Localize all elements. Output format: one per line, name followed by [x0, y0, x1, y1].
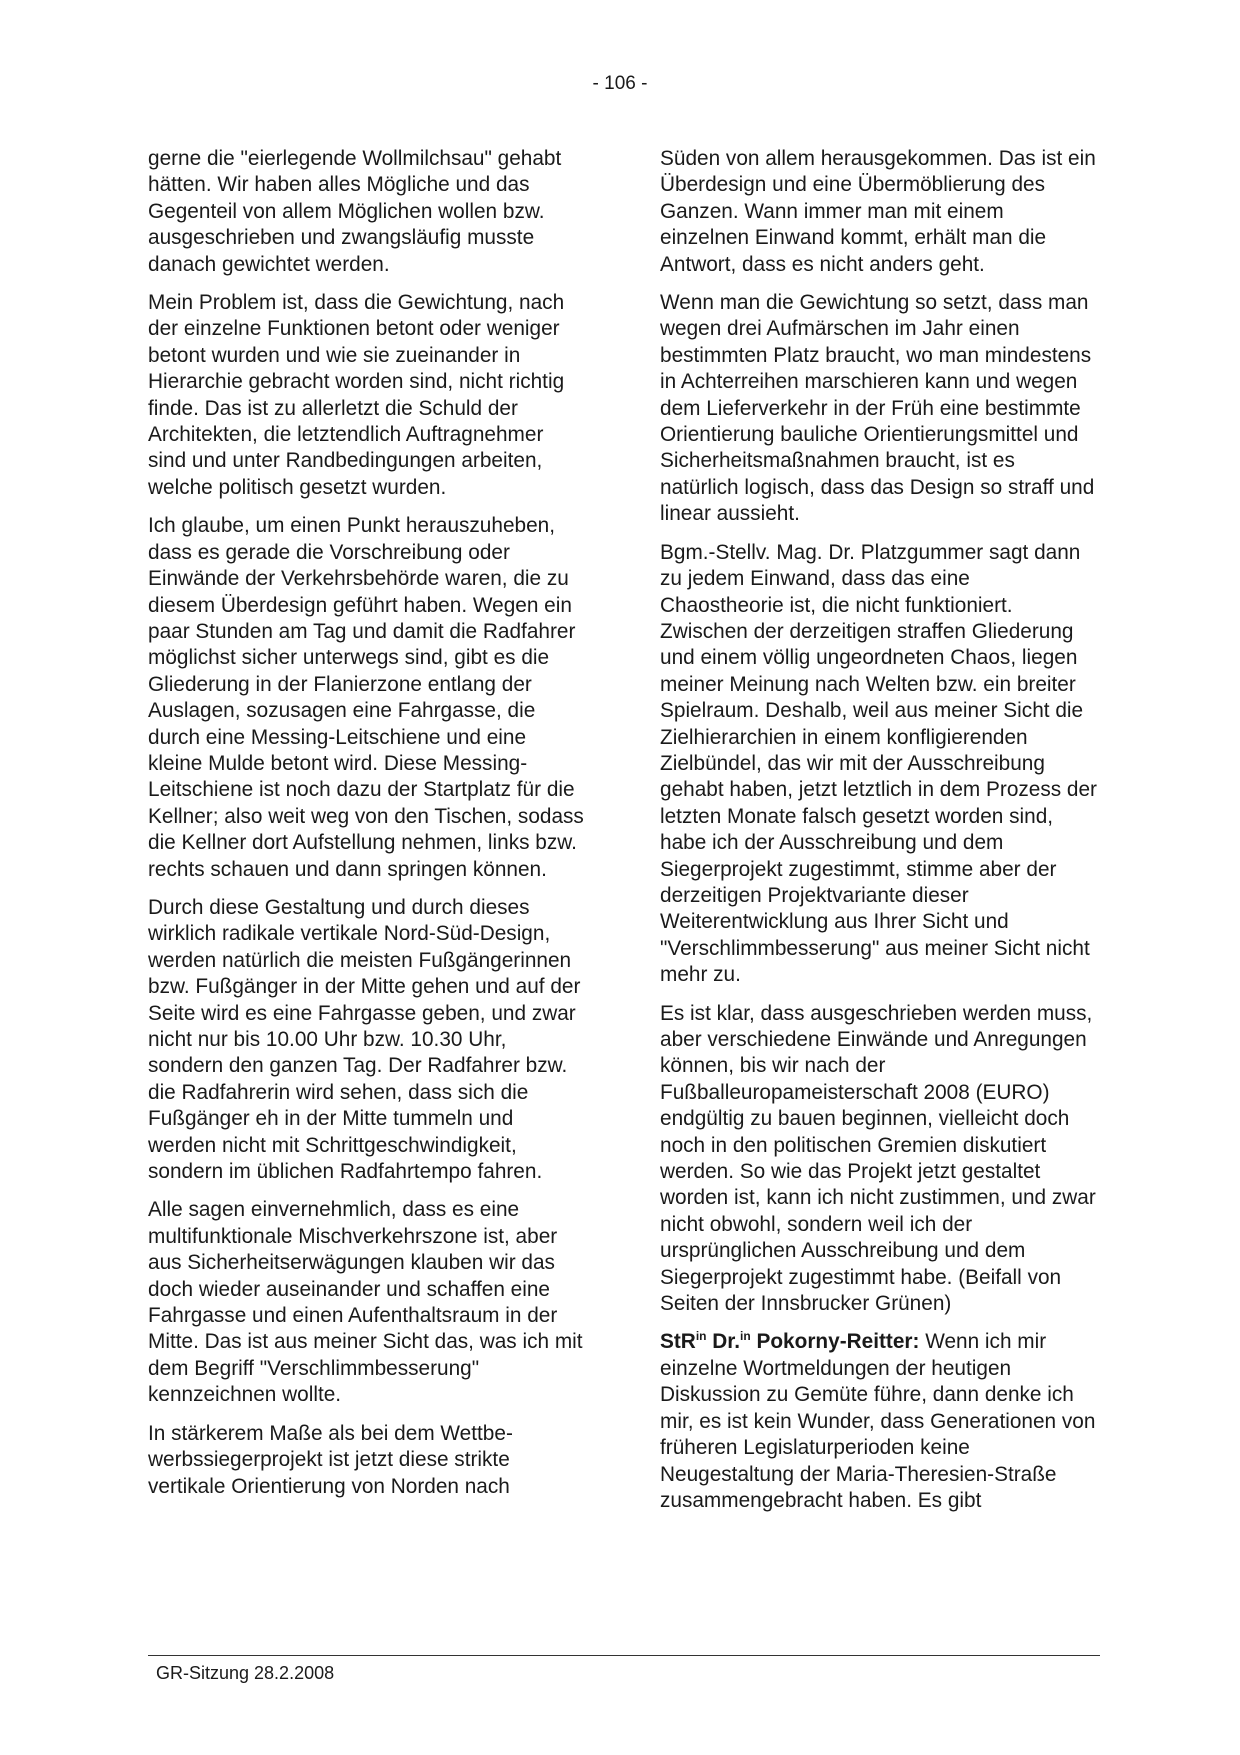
paragraph: In stärkerem Maße als bei dem Wettbewerbssiegerprojekt ist jetzt diese strikte vertikale Orientierung von Norden nach [148, 1421, 513, 1498]
paragraph: gerne die "eierlegende Wollmilchsau" gehabt hätten. Wir haben alles Mögliche und das Gegenteil von allem Möglichen wollen bzw. ausgeschrieben und zwangsläufig musste danach gewichtet werden. [148, 147, 562, 276]
speaker-surname: Pokorny-Reitter: [756, 1330, 920, 1354]
paragraph: Es ist klar, dass ausgeschrieben werden muss, aber verschiedene Einwände und Anregungen können, bis wir nach der Fußballeuropameisterschaft 2008 (EURO) endgültig zu bauen beginnen, vielleicht doch noch in den politischen Gremien diskutiert werden. So wie das Projekt jetzt gestaltet worden ist, kann ich nicht zustimmen, und zwar nicht obwohl, sondern weil ich der ursprünglichen Ausschreibung und dem Siegerprojekt zugestimmt habe. (Beifall von Seiten der Innsbrucker Grünen) [660, 1001, 1096, 1316]
speaker-name [660, 1330, 919, 1353]
speaker-title-b-sup: in [740, 1329, 751, 1344]
paragraph: Alle sagen einvernehmlich, dass es eine multifunktionale Mischverkehrszone ist, aber aus Sicherheitserwägungen klauben wir das doch wieder auseinander und schaffen eine Fahrgasse und einen Aufenthaltsraum in der Mitte. Das ist aus meiner Sicht das, was ich mit dem Begriff "Verschlimmbesserung" kennzeichnen wollte. [148, 1198, 583, 1407]
footer-session-date: GR-Sitzung 28.2.2008 [156, 1663, 335, 1683]
paragraph: Süden von allem herausgekommen. Das ist ein Überdesign und eine Übermöblierung des Ganzen. Wann immer man mit einem einzelnen Einwand kommt, erhält man die Antwort, dass es nicht anders geht. [660, 147, 1096, 276]
speaker-title-b: Dr. [712, 1330, 741, 1354]
left-column [148, 146, 586, 1512]
footer-divider [148, 1655, 1100, 1656]
page-number: - 106 - [592, 73, 648, 94]
paragraph: Bgm.-Stellv. Mag. Dr. Platzgummer sagt dann zu jedem Einwand, dass das eine Chaostheorie ist, die nicht funktioniert. Zwischen der derzeitigen straffen Gliederung und einem völlig ungeordneten Chaos, liegen meiner Meinung nach Welten bzw. ein breiter Spielraum. Deshalb, weil aus meiner Sicht die Zielhierarchien in einem konfligierenden Zielbündel, das wir mit der Ausschreibung gehabt haben, jetzt letztlich in dem Prozess der letzten Monate falsch gesetzt worden sind, habe ich der Ausschreibung und dem Siegerprojekt zugestimmt, stimme aber der derzeitigen Projektvariante dieser Weiterentwicklung aus Ihrer Sicht und "Verschlimmbesserung" aus meiner Sicht nicht mehr zu. [660, 540, 1097, 987]
speaker-paragraph [660, 1329, 1098, 1514]
speaker-text: Wenn ich mir einzelne Wortmeldungen der heutigen Diskussion zu Gemüte führe, dann denke ich mir, es ist kein Wunder, dass Generationen von früheren Legislaturperioden keine Neugestaltung der Maria-Theresien-Straße zusammengebracht haben. Es gibt [660, 1330, 1096, 1512]
paragraph: Ich glaube, um einen Punkt herauszuheben, dass es gerade die Vorschreibung oder Einwände der Verkehrsbehörde waren, die zu diesem Überdesign geführt haben. Wegen ein paar Stunden am Tag und damit die Radfahrer möglichst sicher unterwegs sind, gibt es die Gliederung in der Flanierzone entlang der Auslagen, sozusagen eine Fahrgasse, die durch eine Messing-Leitschiene und eine kleine Mulde betont wird. Diese Messing-Leitschiene ist noch dazu der Startplatz für die Kellner; also weit weg von den Tischen, sodass die Kellner dort Aufstellung nehmen, links bzw. rechts schauen und dann springen können. [148, 514, 584, 881]
paragraph: Mein Problem ist, dass die Gewichtung, nach der einzelne Funktionen betont oder weniger betont wurden und wie sie zueinander in Hierarchie gebracht worden sind, nicht richtig finde. Das ist zu allerletzt die Schuld der Architekten, die letztendlich Auftragnehmer sind und unter Randbedingungen arbeiten, welche politisch gesetzt wurden. [148, 291, 565, 499]
speaker-title-a-sup: in [695, 1329, 707, 1344]
right-column [660, 146, 1098, 1526]
paragraph: Wenn man die Gewichtung so setzt, dass man wegen drei Aufmärschen im Jahr einen bestimmten Platz braucht, wo man mindestens in Achterreihen marschieren kann und wegen dem Lieferverkehr in der Früh eine bestimmte Orientierung bauliche Orientierungsmittel und Sicherheitsmaßnahmen braucht, ist es natürlich logisch, dass das Design so straff und linear aussieht. [660, 291, 1095, 526]
speaker-title-a: StR [660, 1330, 696, 1354]
paragraph: Durch diese Gestaltung und durch dieses wirklich radikale vertikale Nord-Süd-Design, werden natürlich die meisten Fußgängerinnen bzw. Fußgänger in der Mitte gehen und auf der Seite wird es eine Fahrgasse geben, und zwar nicht nur bis 10.00 Uhr bzw. 10.30 Uhr, sondern den ganzen Tag. Der Radfahrer bzw. die Radfahrerin wird sehen, dass sich die Fußgänger eh in der Mitte tummeln und werden nicht mit Schrittgeschwindigkeit, sondern im üblichen Radfahrtempo fahren. [148, 895, 581, 1184]
